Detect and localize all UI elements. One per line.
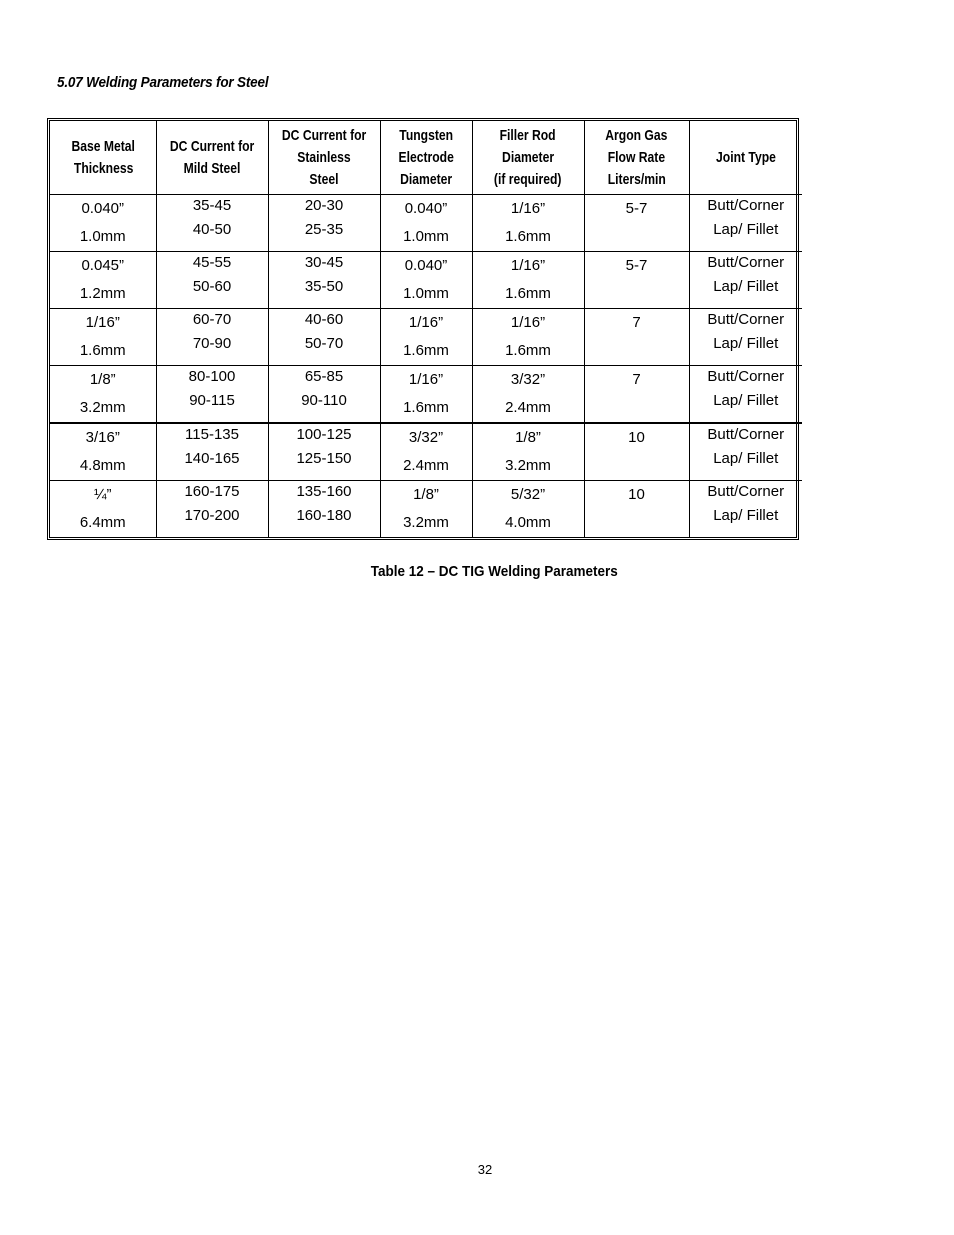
cell-filler-diameter: 1/16” 1.6mm <box>472 252 584 309</box>
table-caption: Table 12 – DC TIG Welding Parameters <box>370 563 619 580</box>
cell-stainless-current: 40-60 50-70 <box>268 309 380 366</box>
cell-joint-type: Butt/Corner Lap/ Fillet <box>689 366 802 424</box>
table-row <box>50 366 802 424</box>
cell-joint-type: Butt/Corner Lap/ Fillet <box>689 252 802 309</box>
cell-thickness: ¼” 6.4mm <box>50 481 156 538</box>
cell-mild-steel-current: 160-175 170-200 <box>156 481 268 538</box>
cell-tungsten-diameter: 1/16” 1.6mm <box>380 366 472 424</box>
table-row <box>50 423 802 481</box>
cell-mild-steel-current: 45-55 50-60 <box>156 252 268 309</box>
cell-argon-flow: 7 <box>584 366 689 424</box>
cell-stainless-current: 65-85 90-110 <box>268 366 380 424</box>
header-joint-type: Joint Type <box>689 121 802 195</box>
cell-mild-steel-current: 35-45 40-50 <box>156 195 268 252</box>
welding-parameters-table <box>47 118 799 540</box>
cell-stainless-current: 100-125 125-150 <box>268 423 380 481</box>
header-tungsten-electrode-diameter: Tungsten Electrode Diameter <box>380 121 472 195</box>
cell-filler-diameter: 3/32” 2.4mm <box>472 366 584 424</box>
cell-tungsten-diameter: 0.040” 1.0mm <box>380 195 472 252</box>
header-base-metal-thickness: Base Metal Thickness <box>50 121 156 195</box>
cell-thickness: 0.040” 1.0mm <box>50 195 156 252</box>
cell-filler-diameter: 5/32” 4.0mm <box>472 481 584 538</box>
cell-argon-flow: 5-7 <box>584 195 689 252</box>
header-argon-gas-flow-rate: Argon Gas Flow Rate Liters/min <box>584 121 689 195</box>
header-dc-current-mild-steel: DC Current for Mild Steel <box>156 121 268 195</box>
cell-argon-flow: 5-7 <box>584 252 689 309</box>
cell-tungsten-diameter: 0.040” 1.0mm <box>380 252 472 309</box>
cell-thickness: 3/16” 4.8mm <box>50 423 156 481</box>
cell-filler-diameter: 1/16” 1.6mm <box>472 309 584 366</box>
table-row <box>50 252 802 309</box>
cell-filler-diameter: 1/8” 3.2mm <box>472 423 584 481</box>
cell-tungsten-diameter: 3/32” 2.4mm <box>380 423 472 481</box>
cell-thickness: 1/16” 1.6mm <box>50 309 156 366</box>
cell-argon-flow: 10 <box>584 423 689 481</box>
table-row <box>50 481 802 538</box>
cell-filler-diameter: 1/16” 1.6mm <box>472 195 584 252</box>
header-filler-rod-diameter: Filler Rod Diameter (if required) <box>472 121 584 195</box>
cell-tungsten-diameter: 1/16” 1.6mm <box>380 309 472 366</box>
cell-argon-flow: 7 <box>584 309 689 366</box>
cell-stainless-current: 135-160 160-180 <box>268 481 380 538</box>
cell-argon-flow: 10 <box>584 481 689 538</box>
cell-tungsten-diameter: 1/8” 3.2mm <box>380 481 472 538</box>
cell-joint-type: Butt/Corner Lap/ Fillet <box>689 481 802 538</box>
cell-mild-steel-current: 80-100 90-115 <box>156 366 268 424</box>
header-dc-current-stainless-steel: DC Current for Stainless Steel <box>268 121 380 195</box>
section-heading: 5.07 Welding Parameters for Steel <box>57 74 269 91</box>
cell-stainless-current: 30-45 35-50 <box>268 252 380 309</box>
cell-joint-type: Butt/Corner Lap/ Fillet <box>689 309 802 366</box>
table-header-row <box>50 121 802 195</box>
cell-thickness: 1/8” 3.2mm <box>50 366 156 424</box>
table-row <box>50 309 802 366</box>
cell-joint-type: Butt/Corner Lap/ Fillet <box>689 423 802 481</box>
cell-stainless-current: 20-30 25-35 <box>268 195 380 252</box>
table-row <box>50 195 802 252</box>
cell-thickness: 0.045” 1.2mm <box>50 252 156 309</box>
cell-mild-steel-current: 60-70 70-90 <box>156 309 268 366</box>
cell-mild-steel-current: 115-135 140-165 <box>156 423 268 481</box>
cell-joint-type: Butt/Corner Lap/ Fillet <box>689 195 802 252</box>
page-number: 32 <box>477 1162 493 1177</box>
